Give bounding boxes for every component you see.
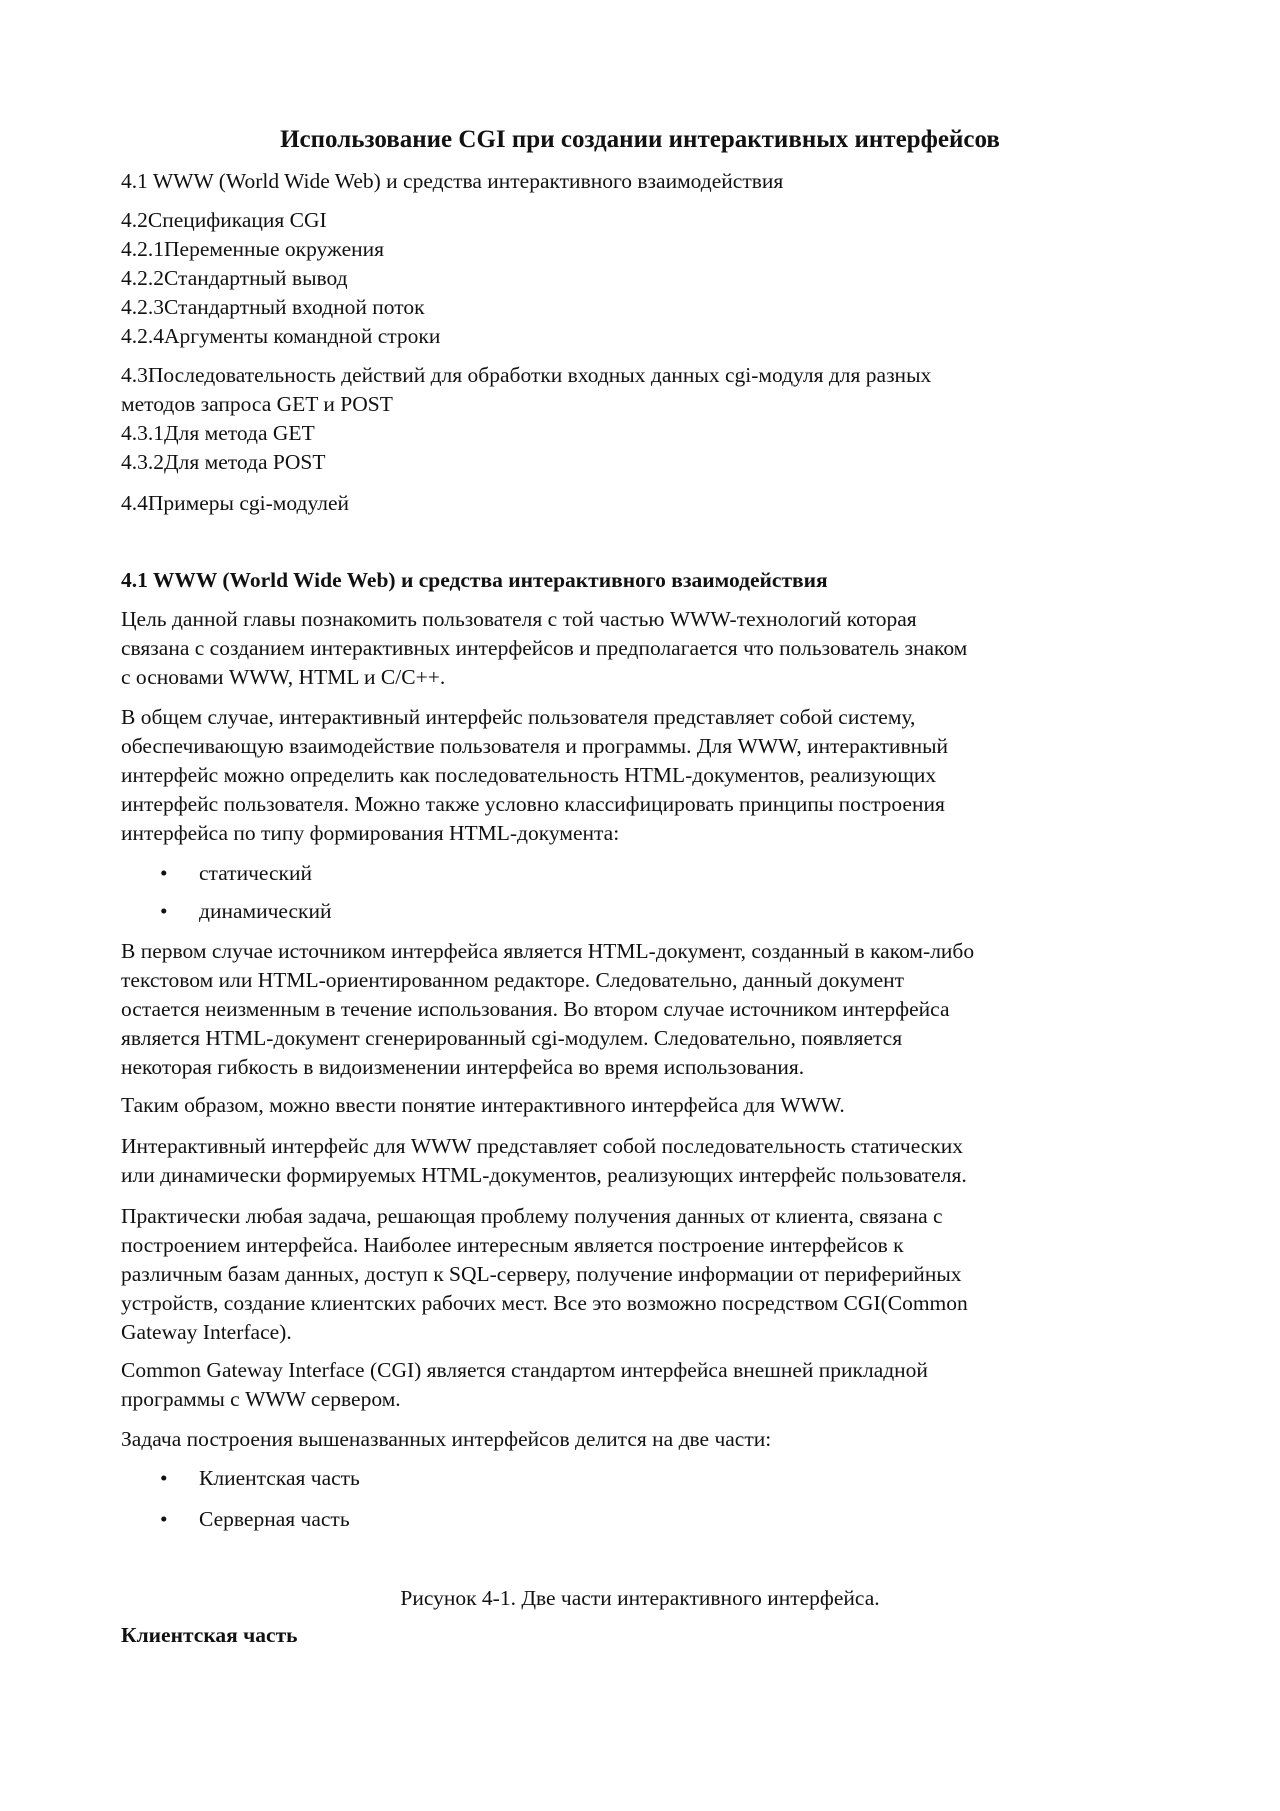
figure-caption: Рисунок 4-1. Две части интерактивного интерфейса. bbox=[400, 1586, 880, 1610]
toc-block bbox=[121, 206, 1171, 351]
paragraph: Common Gateway Interface (CGI) является стандартом интерфейса внешней прикладной программы с WWW сервером. bbox=[121, 1358, 928, 1411]
bullet-icon: • bbox=[160, 899, 168, 923]
paragraph: Таким образом, можно ввести понятие интерактивного интерфейса для WWW. bbox=[121, 1093, 845, 1117]
toc-entry: 4.2.3Стандартный входной поток bbox=[121, 295, 425, 319]
paragraph: Цель данной главы познакомить пользователя с той частью WWW-технологий которая связана с созданием интерактивных интерфейсов и предполагается что пользователь знаком с основами WWW, HTML и C/C++. bbox=[121, 607, 968, 689]
bullet-icon: • bbox=[160, 861, 168, 885]
subheading: Клиентская часть bbox=[121, 1623, 298, 1647]
toc-entry: методов запроса GET и POST bbox=[121, 392, 393, 416]
paragraph: Задача построения вышеназванных интерфейсов делится на две части: bbox=[121, 1427, 772, 1451]
bullet-icon: • bbox=[160, 1507, 168, 1531]
bullet-icon: • bbox=[160, 1466, 168, 1490]
toc-entry: 4.3.1Для метода GET bbox=[121, 421, 315, 445]
toc-entry: 4.2.1Переменные окружения bbox=[121, 237, 385, 261]
toc-entry: 4.3Последовательность действий для обработки входных данных cgi-модуля для разных bbox=[121, 363, 932, 387]
toc-entry: 4.2.2Стандартный вывод bbox=[121, 266, 348, 290]
paragraph: Практически любая задача, решающая проблему получения данных от клиента, связана с построением интерфейса. Наиболее интересным является построение интерфейсов к различным базам данных, доступ к SQL-серверу, получение информации от периферийных устройств, создание клиентских рабочих мест. Все это возможно посредством CGI(Common Gateway Interface). bbox=[121, 1204, 968, 1344]
toc-entry: 4.3.2Для метода POST bbox=[121, 450, 326, 474]
section-heading: 4.1 WWW (World Wide Web) и средства интерактивного взаимодействия bbox=[121, 568, 828, 592]
toc-entry: 4.1 WWW (World Wide Web) и средства интерактивного взаимодействия bbox=[121, 169, 784, 193]
toc-block bbox=[121, 361, 1171, 477]
paragraph: Интерактивный интерфейс для WWW представляет собой последовательность статических или динамически формируемых HTML-документов, реализующих интерфейс пользователя. bbox=[121, 1134, 967, 1187]
toc-entry: 4.2Спецификация CGI bbox=[121, 208, 327, 232]
document-title: Использование CGI при создании интерактивных интерфейсов bbox=[280, 126, 1000, 153]
paragraph: В общем случае, интерактивный интерфейс пользователя представляет собой систему, обеспечивающую взаимодействие пользователя и программы. Для WWW, интерактивный интерфейс можно определить как последовательность HTML-документов, реализующих интерфейс пользователя. Можно также условно классифицировать принципы построения интерфейса по типу формирования HTML-документа: bbox=[121, 705, 949, 845]
toc-entry: 4.4Примеры cgi-модулей bbox=[121, 491, 350, 515]
toc-entry: 4.2.4Аргументы командной строки bbox=[121, 324, 441, 348]
paragraph: В первом случае источником интерфейса является HTML-документ, созданный в каком-либо текстовом или HTML-ориентированном редакторе. Следовательно, данный документ остается неизменным в течение использования. Во втором случае источником интерфейса является HTML-документ сгенерированный cgi-модулем. Следовательно, появляется некоторая гибкость в видоизменении интерфейса во время использования. bbox=[121, 939, 975, 1079]
